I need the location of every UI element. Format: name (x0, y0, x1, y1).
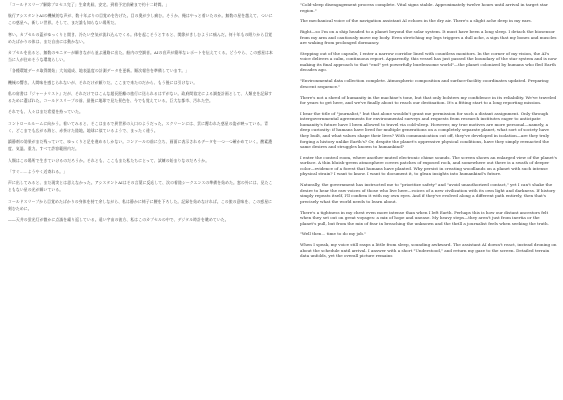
paragraph: 寒い。カプセルの蓋がゆっくりと開き、冷たい空気が流れ込んでくる。体を起こそうとすると、関節がきしむように痛んだ。何十年もの眠りから目覚めたばかりの体は、まだ自由には動かない。 (8, 31, 273, 44)
paragraph: Stepping out of the capsule, I enter a narrow corridor lined with countless monitors. In the corner of my vision, the AI's voice delivers a calm, continuous report. Apparently, this vessel has just passed the boundary of the star system and is now making its final approach to that "end" yet powerfully burdensome world"—the planet colonized by humans who fled Earth decades ago. (300, 50, 557, 73)
paragraph: 人類はこの場所で生きていけるのだろうか。それとも、ここもまた私たちにとって、試練の始まりなのだろうか。 (8, 157, 210, 163)
paragraph: カプセルを出ると、無数のモニターが瞬きながら並ぶ通路に出た。船内の空調音。AIの音声が簡単なレポートを伝えてくる。どうやら、この惑星は本当に人が住めそうな環境らしい。 (8, 50, 273, 62)
paragraph: 航行アシスタントAIの機械的な声が、数十年ぶりの目覚めを告げた。目の奥が少し痛む。そうか、俺はやっと着いたのか。無数の星を越えて、ついにこの惑星へ。新しい世界。そして、まだ誰も知らない場所だ。 (8, 13, 273, 26)
paragraph: I enter the control room, where another muted electronic chime sounds. The screen shows an enlarged view of the planet's surface. A thin bluish-green atmosphere covers patches of exposed rock, and somewhere out there is a swath of deeper color—evidence of a forest that humans have planted. Why persist in creating woodlands on a planet with such intense physical strain? I want to know. I want to document it, to glean insights into humankind's future. (300, 154, 557, 177)
paragraph: 鎮静剤の効果がまだ残っていて、ゆっくりと足を進めるしかない。コンソールの前に立ち、画面に表示されるデータを一つ一つ確かめていく。酸素濃度、気温、重力。すべて許容範囲内だ。 (8, 139, 273, 152)
paragraph: There's not a shred of humanity in the machine's tone, but that only bolsters my confidence in its reliability. We've traveled for years to get here, and we've finally about to reach our destination. It's a fitting start to a long reporting mission. (300, 94, 557, 106)
paragraph: 「各種環境データ取得開始」大気組成、地表温度の計測データを更新。順次報告を準備しています。」 (8, 68, 190, 74)
paragraph: コントロールルームに向かう。着いてみると、そこはまるで異世界の入口のようだった。スクリーンには、雲に覆われた惑星の姿が映っている。青く、どこまでも広がる海と、赤茶けた陸地。地球に似ているようで、まったく違う。 (8, 120, 269, 133)
paragraph: There's a tightness in my chest even more intense than when I left Earth. Perhaps this is how our distant ancestors felt when they set out on great voyages: a mix of hope and unease. My heavy steps—they aren't just from inertia or the planet's pull, but from the mix of fear in breaching the unknown and the thrill a journalist feels when seeking the truth. (300, 209, 549, 226)
paragraph: コールドスリープから目覚めたばかりの身体を持て余しながら、私は静かに椅子に腰を下ろした。記録を始めなければ。この旅の意味を、この惑星に刻むために。 (8, 198, 273, 211)
paragraph: "Well then... time to do my job." (300, 231, 367, 237)
paragraph: 機械の響き。人間味を感じられないが、それだけが頼りだ。ここまで来たのだから、もう後には引けない。 (8, 79, 198, 85)
paragraph: 「すぐ……ようやく近寄れる。」 (8, 168, 68, 174)
paragraph: 私の肩書は『ジャーナリスト』だが、それだけではこんな超長距離の旅行に送られるはずがない。政府間協定による調査計画として、人類史を記録するために選ばれた。コールドスリープの前、最後に地球で見た景色を、今でも覚えている。巨大な都市、汚れた空。 (8, 91, 273, 104)
paragraph: "Environmental data collection complete. Atmospheric composition and surface-facility coordinates updated. Preparing descent sequence." (300, 78, 549, 89)
japanese-text-column (8, 2, 276, 398)
paragraph: それでも、人々はまだ希望を持っていた。 (8, 109, 83, 115)
paragraph: Naturally, the government has instructed me to "prioritize safety" and "avoid unauthorized contact," yet I can't shake the desire to hear the raw voices of those who live here—voices of a new civilization with its own light and darkness. If history simply repeats itself, I'll confirm it with my own eyes. And if they've evolved along a different path entirely, then that's precisely what the world needs to learn about. (300, 182, 556, 204)
paragraph: ――天井の蛍光灯が微かに点滅を繰り返している。遠い宇宙の彼方、私はこのカプセルの中で、デジタル時計を眺めていた。 (8, 216, 229, 222)
paragraph: 「コールドスリープ解除プロセス完了」生命兆候、安定。到着予定前確まで約十二時間。」 (8, 2, 170, 7)
paragraph: "Cold-sleep disengagement process complete. Vital signs stable. Approximately twelve hours until arrival in target star region." (300, 2, 548, 13)
paragraph: When I speak, my voice still rasps a little from sleep, sounding awkward. The assistant AI doesn't react, instead droning on about the schedule until arrival. I answer with a short "Understood," and return my gaze to the screen. Detailed terrain data unfolds, yet the overall picture remains (300, 242, 557, 259)
english-text-column (300, 2, 557, 398)
paragraph: The mechanical voice of the navigation assistant AI echoes in the dry air. There's a slight ache deep in my ears. (300, 18, 532, 24)
paragraph: 声に出してみると、まだ現実とは思えなかった。アシスタントAIはその言葉に反応して、次の着陸シークエンスの準備を始めた。窓の外には、見たこともない星の光が瞬いている。 (8, 180, 273, 193)
paragraph: I bear the title of "journalist," but that alone wouldn't grant me permission for such a distant assignment. Only through intergovernmental agreements for environmental surveys and requests from research institutes eager to anticipate humanity's future have I been allowed to travel via cold-sleep. However, my true motives are more personal—namely, a deep curiosity: if humans have lived for multiple generations on a completely separate planet, what sort of society have they built, and what values shape their lives? With communication cut off, they've developed in isolation—are they truly forging a history unlike Earth's? Or, despite the planet's oppressive physical conditions, have they simply reenacted the same desires and struggles known to humankind? (300, 110, 550, 150)
paragraph: Right—so I'm on a ship headed to a planet beyond the solar system. It must have been a long sleep. I detach the biosensor from my arm and cautiously move my body. Even stretching my legs triggers a dull ache, a sign that my bones and muscles are waking from prolonged dormancy. (300, 29, 557, 46)
